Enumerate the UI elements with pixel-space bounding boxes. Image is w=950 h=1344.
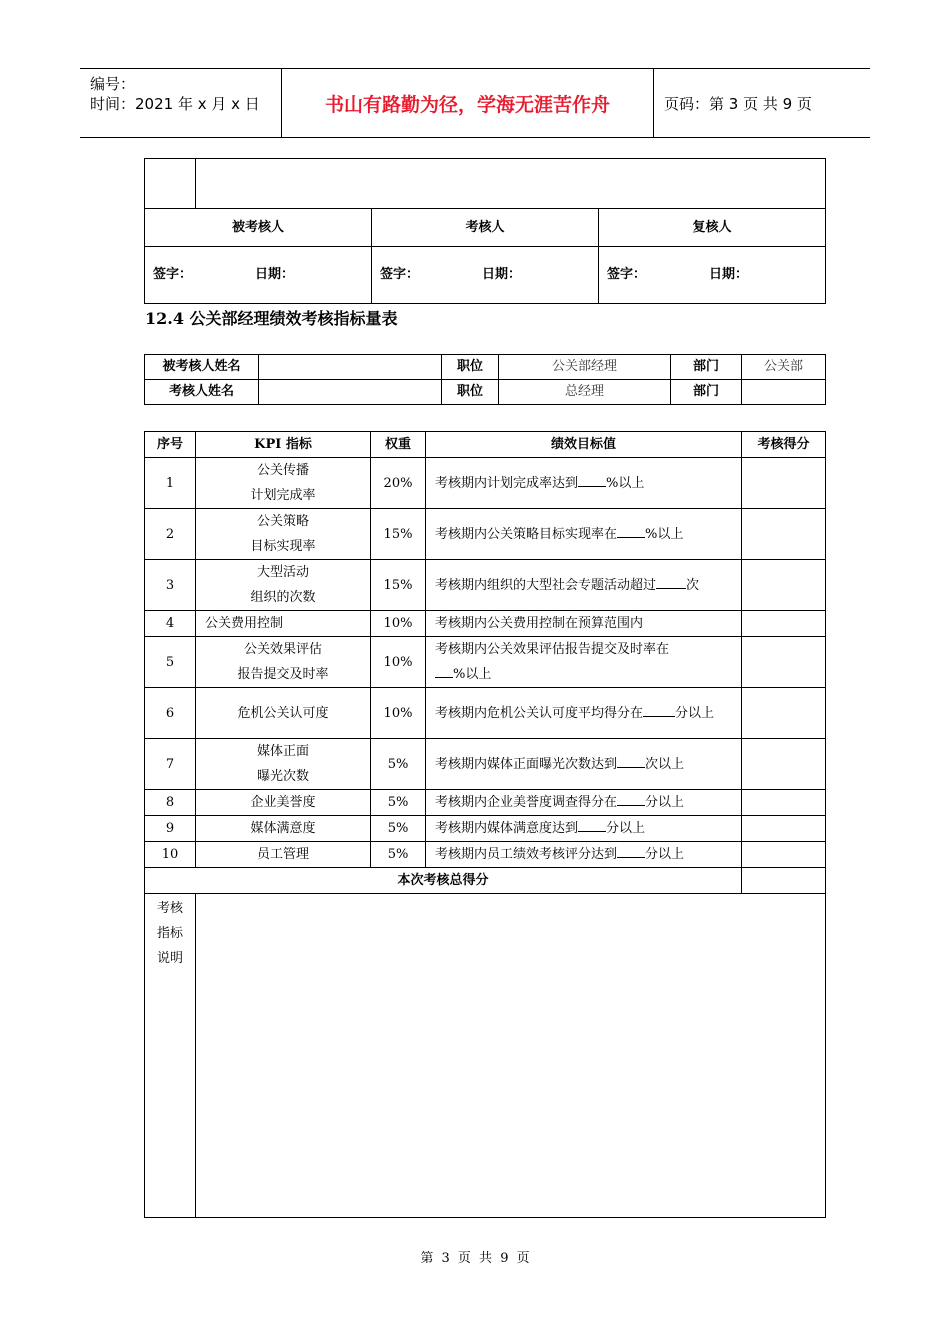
row-kpi: 媒体满意度 — [196, 816, 371, 842]
table-row — [145, 688, 826, 739]
row-kpi: 员工管理 — [196, 842, 371, 868]
goal-suffix: 次 — [686, 577, 700, 593]
goal-text: 考核期内危机公关认可度平均得分在 — [435, 705, 644, 721]
blank-field[interactable] — [617, 791, 645, 806]
goal-suffix: 分以上 — [645, 795, 685, 810]
row-goal — [426, 637, 742, 688]
total-score-field[interactable] — [742, 868, 826, 894]
assessor-name-field[interactable] — [259, 380, 442, 405]
role-assessor: 考核人 — [372, 209, 599, 247]
signature-table — [144, 158, 826, 304]
row-goal — [426, 560, 742, 611]
assessee-position-value[interactable]: 公关部经理 — [499, 355, 671, 380]
assessee-dept-value[interactable]: 公关部 — [742, 355, 826, 380]
row-no: 9 — [145, 816, 196, 842]
row-score[interactable] — [742, 637, 826, 688]
row-no: 4 — [145, 611, 196, 637]
row-goal — [426, 790, 742, 816]
table-row — [145, 637, 826, 688]
assessee-name-label: 被考核人姓名 — [145, 355, 259, 380]
blank-cell — [196, 159, 826, 209]
row-weight: 5% — [371, 816, 426, 842]
position-label: 职位 — [442, 355, 499, 380]
note-label — [145, 894, 196, 1218]
row-kpi: 危机公关认可度 — [196, 688, 371, 739]
row-no: 1 — [145, 458, 196, 509]
sign-label: 签字： — [380, 267, 420, 282]
table-row — [145, 560, 826, 611]
assessee-name-field[interactable] — [259, 355, 442, 380]
row-goal — [426, 816, 742, 842]
goal-text: 考核期内公关策略目标实现率在 — [435, 526, 618, 542]
blank-field[interactable] — [578, 817, 606, 832]
row-score[interactable] — [742, 688, 826, 739]
header-kpi: KPI 指标 — [196, 432, 371, 458]
row-weight: 5% — [371, 842, 426, 868]
kpi-line: 目标实现率 — [250, 539, 316, 554]
table-row — [145, 509, 826, 560]
row-weight: 15% — [371, 509, 426, 560]
header-motto: 书山有路勤为径，学海无涯苦作舟 — [282, 69, 654, 137]
row-score[interactable] — [742, 842, 826, 868]
row-kpi — [196, 509, 371, 560]
header-goal: 绩效目标值 — [426, 432, 742, 458]
row-no: 2 — [145, 509, 196, 560]
reviewer-sign-cell[interactable] — [599, 247, 826, 304]
section-title: 12.4 公关部经理绩效考核指标量表 — [145, 309, 398, 328]
blank-field[interactable] — [435, 663, 453, 678]
row-no: 6 — [145, 688, 196, 739]
kpi-line: 媒体正面 — [256, 744, 309, 759]
info-table — [144, 354, 826, 405]
row-no: 8 — [145, 790, 196, 816]
time-label: 时间：2021 年 x 月 x 日 — [90, 95, 260, 113]
row-goal — [426, 842, 742, 868]
row-score[interactable] — [742, 458, 826, 509]
dept-label: 部门 — [671, 355, 742, 380]
row-weight: 5% — [371, 790, 426, 816]
page-header — [80, 68, 870, 138]
table-row — [145, 790, 826, 816]
goal-suffix: %以上 — [606, 475, 645, 491]
kpi-line: 组织的次数 — [250, 590, 316, 605]
row-no: 3 — [145, 560, 196, 611]
header-score: 考核得分 — [742, 432, 826, 458]
row-goal — [426, 739, 742, 790]
goal-suffix: %以上 — [453, 667, 492, 682]
assessor-dept-value[interactable] — [742, 380, 826, 405]
row-weight: 15% — [371, 560, 426, 611]
row-goal — [426, 509, 742, 560]
row-no: 10 — [145, 842, 196, 868]
goal-suffix: %以上 — [645, 526, 684, 542]
code-label: 编号： — [90, 75, 136, 93]
sign-label: 签字： — [607, 267, 647, 282]
kpi-line: 公关效果评估 — [243, 642, 322, 657]
header-weight: 权重 — [371, 432, 426, 458]
header-page-info: 页码：第 3 页 共 9 页 — [664, 94, 812, 113]
row-kpi — [196, 458, 371, 509]
table-row — [145, 816, 826, 842]
goal-text: 考核期内组织的大型社会专题活动超过 — [435, 577, 657, 593]
row-kpi: 企业美誉度 — [196, 790, 371, 816]
row-no: 5 — [145, 637, 196, 688]
blank-field[interactable] — [656, 574, 686, 589]
row-weight: 10% — [371, 637, 426, 688]
kpi-line: 大型活动 — [256, 565, 309, 580]
goal-text: 考核期内员工绩效考核评分达到 — [435, 847, 618, 862]
table-row — [145, 842, 826, 868]
kpi-line: 计划完成率 — [250, 488, 316, 503]
dept-label: 部门 — [671, 380, 742, 405]
date-label: 日期： — [709, 267, 749, 282]
blank-field[interactable] — [578, 472, 606, 487]
assessor-position-value[interactable]: 总经理 — [499, 380, 671, 405]
row-goal: 考核期内公关费用控制在预算范围内 — [426, 611, 742, 637]
kpi-line: 报告提交及时率 — [237, 667, 329, 682]
row-weight: 5% — [371, 739, 426, 790]
goal-suffix: 分以上 — [645, 847, 685, 862]
row-no: 7 — [145, 739, 196, 790]
sign-label: 签字： — [153, 267, 193, 282]
row-score[interactable] — [742, 739, 826, 790]
blank-field[interactable] — [617, 753, 645, 768]
row-kpi — [196, 560, 371, 611]
blank-cell — [145, 159, 196, 209]
blank-field[interactable] — [617, 843, 645, 858]
note-label-line: 指标 — [156, 926, 183, 941]
total-score-label: 本次考核总得分 — [145, 868, 742, 894]
goal-suffix: 分以上 — [606, 821, 646, 836]
assessee-sign-cell[interactable] — [145, 247, 372, 304]
goal-suffix: 次以上 — [645, 756, 685, 772]
row-score[interactable] — [742, 560, 826, 611]
goal-text: 考核期内媒体满意度达到 — [435, 821, 579, 836]
row-weight: 10% — [371, 688, 426, 739]
date-label: 日期： — [255, 267, 295, 282]
goal-text: 考核期内媒体正面曝光次数达到 — [435, 756, 618, 772]
position-label: 职位 — [442, 380, 499, 405]
row-goal — [426, 688, 742, 739]
note-label-line: 说明 — [156, 951, 183, 966]
page-footer: 第 3 页 共 9 页 — [420, 1251, 530, 1266]
row-score[interactable] — [742, 509, 826, 560]
role-assessee: 被考核人 — [145, 209, 372, 247]
header-meta — [80, 69, 282, 137]
goal-text: 考核期内计划完成率达到 — [435, 475, 579, 491]
row-score[interactable] — [742, 611, 826, 637]
blank-field[interactable] — [617, 523, 645, 538]
row-score[interactable] — [742, 816, 826, 842]
goal-suffix: 分以上 — [675, 705, 715, 721]
row-goal — [426, 458, 742, 509]
kpi-line: 公关策略 — [256, 514, 309, 529]
role-reviewer: 复核人 — [599, 209, 826, 247]
kpi-line: 曝光次数 — [256, 769, 309, 784]
header-no: 序号 — [145, 432, 196, 458]
note-content-area[interactable] — [196, 894, 826, 1218]
table-row — [145, 611, 826, 637]
table-row — [145, 739, 826, 790]
date-label: 日期： — [482, 267, 522, 282]
kpi-table — [144, 431, 826, 1218]
note-label-line: 考核 — [156, 901, 183, 916]
table-row — [145, 458, 826, 509]
blank-field[interactable] — [643, 702, 675, 717]
goal-text: 考核期内企业美誉度调查得分在 — [435, 795, 618, 810]
row-weight: 10% — [371, 611, 426, 637]
kpi-line: 公关传播 — [256, 463, 309, 478]
assessor-sign-cell[interactable] — [372, 247, 599, 304]
row-kpi: 公关费用控制 — [196, 611, 371, 637]
row-weight: 20% — [371, 458, 426, 509]
row-kpi — [196, 637, 371, 688]
goal-text: 考核期内公关效果评估报告提交及时率在 — [435, 642, 670, 657]
assessor-name-label: 考核人姓名 — [145, 380, 259, 405]
row-kpi — [196, 739, 371, 790]
row-score[interactable] — [742, 790, 826, 816]
